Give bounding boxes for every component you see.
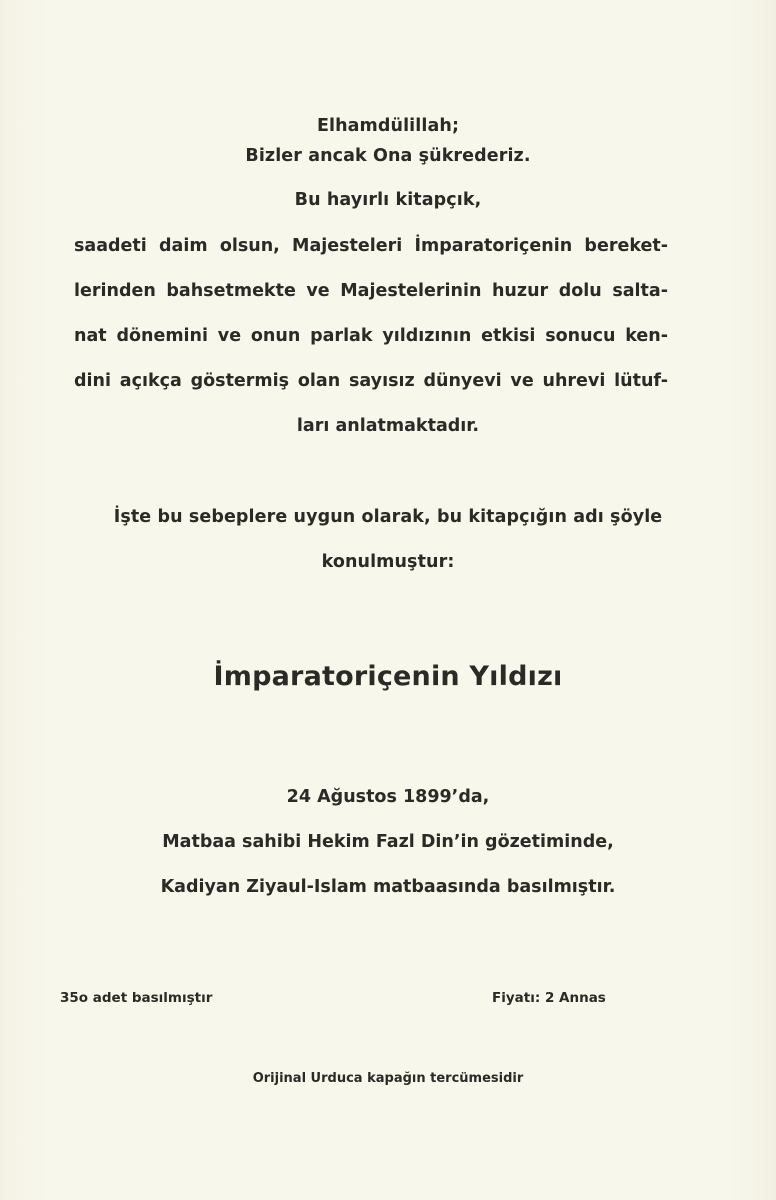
naming-line-2: konulmuştur:: [321, 552, 455, 572]
paragraph-line-3: nat dönemini ve onun parlak yıldızının etkisi sonucu ken-: [74, 326, 668, 346]
price: Fiyatı: 2 Annas: [492, 990, 606, 1006]
naming-line-1: İşte bu sebeplere uygun olarak, bu kitapçığın adı şöyle: [113, 507, 663, 527]
translation-note: Orijinal Urduca kapağın tercümesidir: [252, 1071, 524, 1086]
opening-line-2: Bizler ancak Ona şükrederiz.: [245, 146, 531, 166]
imprint-date: 24 Ağustos 1899’da,: [286, 787, 490, 807]
paragraph-line-2: lerinden bahsetmekte ve Majestelerinin huzur dolu salta-: [74, 281, 668, 301]
imprint-printer: Matbaa sahibi Hekim Fazl Din’in gözetiminde,: [162, 832, 614, 852]
paragraph-line-4: dini açıkça göstermiş olan sayısız dünyevi ve uhrevi lütuf-: [74, 371, 668, 391]
booklet-title: İmparatoriçenin Yıldızı: [213, 661, 563, 692]
paragraph-line-5: ları anlatmaktadır.: [296, 416, 480, 436]
imprint-press: Kadiyan Ziyaul-Islam matbaasında basılmıştır.: [160, 877, 616, 897]
copies-count: 35o adet basılmıştır: [60, 990, 213, 1006]
opening-line-1: Elhamdülillah;: [316, 116, 460, 136]
opening-line-3: Bu hayırlı kitapçık,: [294, 190, 482, 210]
paragraph-line-1: saadeti daim olsun, Majesteleri İmparatoriçenin bereket-: [74, 236, 668, 256]
